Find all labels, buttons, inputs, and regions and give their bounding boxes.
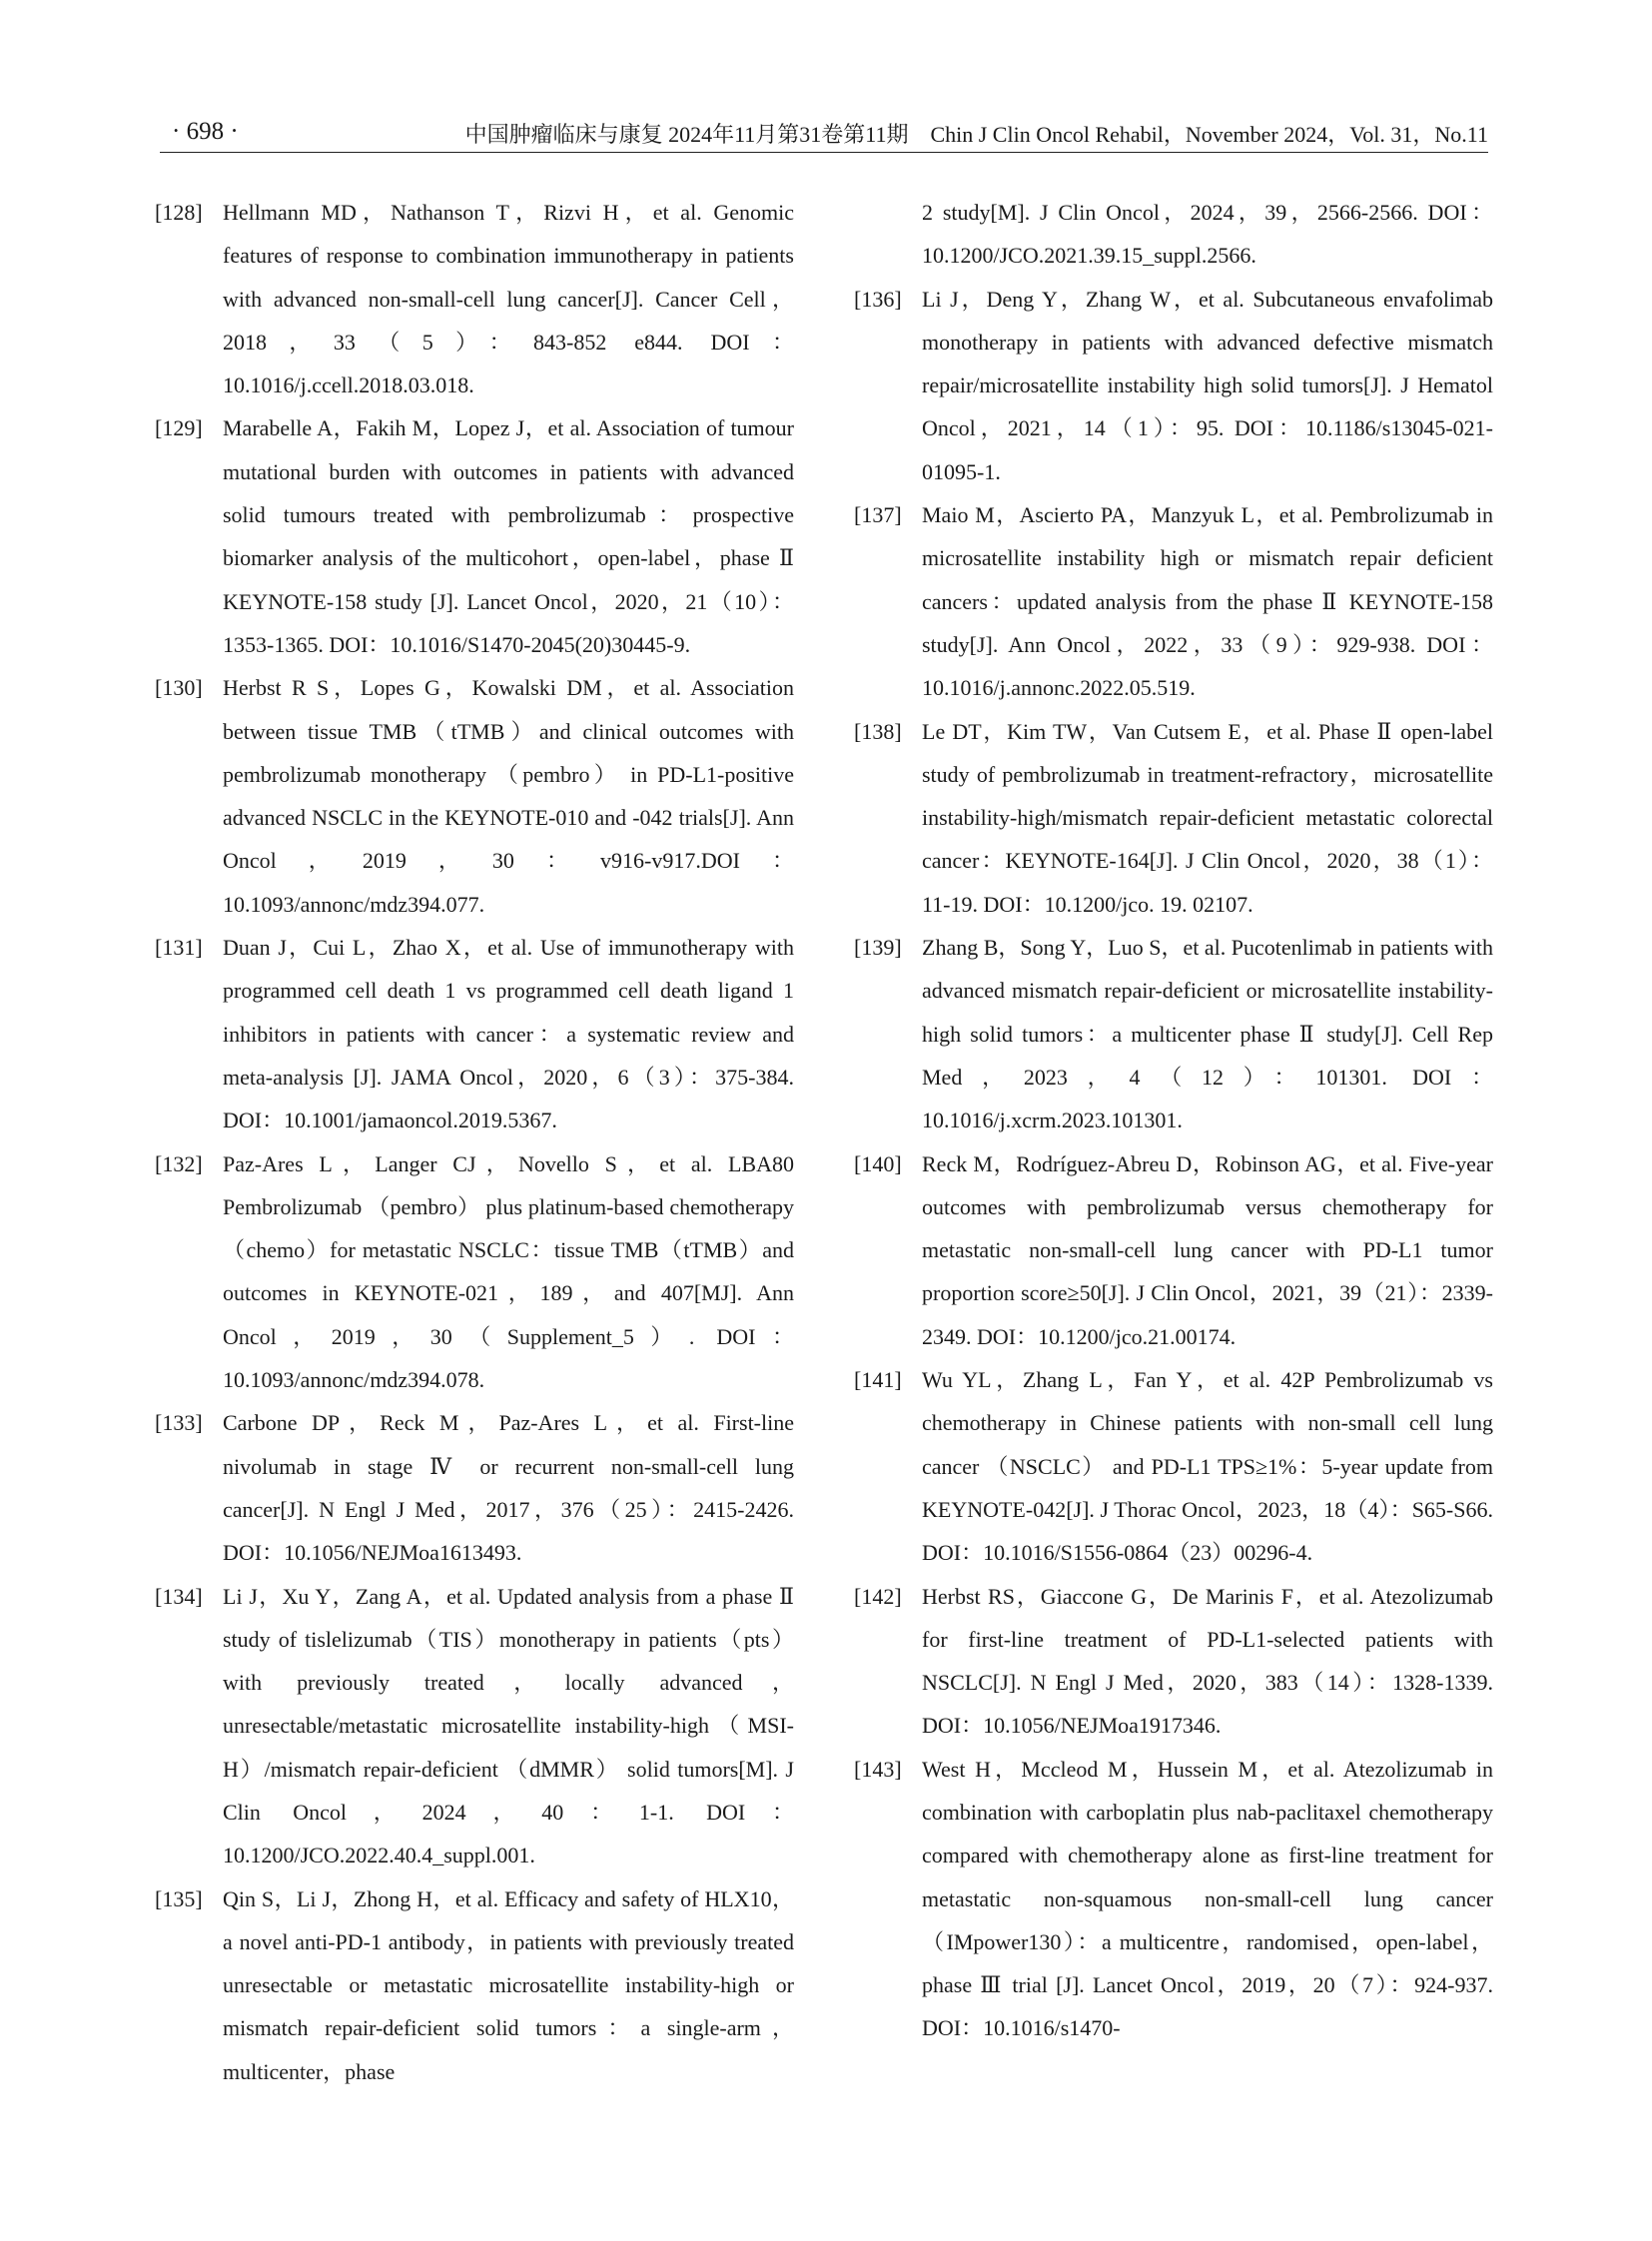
reference-item [155,1401,794,1574]
reference-text: Duan J，Cui L，Zhao X，et al. Use of immunotherapy with programmed cell death 1 vs programmed cell death ligand 1 inhibitors in patients with cancer：a systematic review and meta-analysis [J]. JAMA Oncol，2020，6（3）：375-384. DOI：10.1001/jamaoncol.2019.5367. [223,935,794,1133]
reference-number: [142] [854,1583,902,1609]
reference-number: [139] [854,935,902,961]
reference-item [155,191,794,406]
reference-number: [129] [155,415,203,441]
page-header [160,112,1488,153]
reference-number: [143] [854,1756,902,1782]
page-number: · 698 · [172,118,239,145]
reference-number: [136] [854,286,902,312]
reference-item [854,1358,1493,1574]
reference-text: Carbone DP，Reck M，Paz-Ares L，et al. First-line nivolumab in stage Ⅳ or recurrent non-small-cell lung cancer[J]. N Engl J Med，2017，376（25）：2415-2426. DOI：10.1056/NEJMoa1613493. [223,1410,794,1566]
reference-text: Le DT，Kim TW，Van Cutsem E，et al. Phase Ⅱ open-label study of pembrolizumab in treatment-refractory，microsatellite instability-high/mismatch repair-deficient metastatic colorectal cancer：KEYNOTE-164[J]. J Clin Oncol，2020，38（1）：11-19. DOI：10.1200/jco. 19. 02107. [922,718,1493,917]
reference-item [854,1142,1493,1358]
reference-number: [133] [155,1410,203,1436]
reference-item [155,1575,794,1877]
reference-text: Li J，Deng Y，Zhang W，et al. Subcutaneous envafolimab monotherapy in patients with advanced defective mismatch repair/microsatellite instability high solid tumors[J]. J Hematol Oncol，2021，14（1）：95. DOI：10.1186/s13045-021-01095-1. [922,286,1493,484]
reference-number: [132] [155,1150,203,1176]
reference-text: Wu YL，Zhang L，Fan Y，et al. 42P Pembrolizumab vs chemotherapy in Chinese patients with non-small cell lung cancer （NSCLC） and PD-L1 TPS≥1%：5-year update from KEYNOTE-042[J]. J Thorac Oncol，2023，18（4）：S65-S66. DOI：10.1016/S1556-0864（23）00296-4. [922,1367,1493,1566]
reference-text: Paz-Ares L，Langer CJ，Novello S，et al. LBA80 Pembrolizumab （pembro） plus platinum-based chemotherapy（chemo）for metastatic NSCLC：tissue TMB（tTMB）and outcomes in KEYNOTE-021，189，and 407[MJ]. Ann Oncol，2019，30（Supplement_5）. DOI：10.1093/annonc/mdz394.078. [223,1150,794,1393]
reference-number: [141] [854,1367,902,1393]
left-column [155,191,794,2093]
reference-text: Marabelle A，Fakih M，Lopez J，et al. Association of tumour mutational burden with outcomes in patients with advanced solid tumours treated with pembrolizumab：prospective biomarker analysis of the multicohort，open-label，phase Ⅱ KEYNOTE-158 study [J]. Lancet Oncol，2020，21（10）：1353-1365. DOI：10.1016/S1470-2045(20)30445-9. [223,415,794,657]
reference-number: [131] [155,935,203,961]
reference-number: [135] [155,1885,203,1911]
reference-number: [130] [155,675,203,701]
reference-number: [140] [854,1150,902,1176]
reference-number: [128] [155,200,203,225]
reference-item [854,926,1493,1141]
reference-item [854,1748,1493,2050]
reference-text: Zhang B，Song Y，Luo S，et al. Pucotenlimab in patients with advanced mismatch repair-deficient or microsatellite instability-high solid tumors：a multicenter phase Ⅱ study[J]. Cell Rep Med，2023，4（12）：101301. DOI：10.1016/j.xcrm.2023.101301. [922,935,1493,1133]
reference-text: Qin S，Li J，Zhong H，et al. Efficacy and safety of HLX10，a novel anti-PD-1 antibody，in patients with previously treated unresectable or metastatic microsatellite instability-high or mismatch repair-deficient solid tumors：a single-arm，multicenter，phase [223,1885,794,2084]
reference-text: Herbst RS，Giaccone G，De Marinis F，et al. Atezolizumab for first-line treatment of PD-L1-selected patients with NSCLC[J]. N Engl J Med，2020，383（14）：1328-1339. DOI：10.1056/NEJMoa1917346. [922,1583,1493,1739]
reference-item [155,1142,794,1402]
reference-text: Reck M，Rodríguez-Abreu D，Robinson AG，et al. Five-year outcomes with pembrolizumab versus chemotherapy for metastatic non-small-cell lung cancer with PD-L1 tumor proportion score≥50[J]. J Clin Oncol，2021，39（21）：2339-2349. DOI：10.1200/jco.21.00174. [922,1150,1493,1349]
reference-item [854,278,1493,493]
reference-text: Maio M，Ascierto PA，Manzyuk L，et al. Pembrolizumab in microsatellite instability high or mismatch repair deficient cancers：updated analysis from the phase Ⅱ KEYNOTE-158 study[J]. Ann Oncol，2022，33（9）：929-938. DOI：10.1016/j.annonc.2022.05.519. [922,502,1493,701]
reference-item [155,666,794,926]
reference-text: West H，Mccleod M，Hussein M，et al. Atezolizumab in combination with carboplatin plus nab-paclitaxel chemotherapy compared with chemotherapy alone as first-line treatment for metastatic non-squamous non-small-cell lung cancer（IMpower130）：a multicentre，randomised，open-label，phase Ⅲ trial [J]. Lancet Oncol，2019，20（7）：924-937. DOI：10.1016/s1470- [922,1756,1493,2041]
reference-item [155,926,794,1141]
reference-item [155,1877,794,2093]
right-column [854,191,1493,2050]
reference-number: [138] [854,718,902,744]
reference-item [854,493,1493,709]
reference-item [854,710,1493,926]
reference-number: [137] [854,502,902,528]
reference-text: Li J，Xu Y，Zang A，et al. Updated analysis from a phase Ⅱ study of tislelizumab（TIS）monotherapy in patients（pts） with previously treated，locally advanced，unresectable/metastatic microsatellite instability-high（MSI-H）/mismatch repair-deficient （dMMR） solid tumors[M]. J Clin Oncol，2024，40：1-1. DOI：10.1200/JCO.2022.40.4_suppl.001. [223,1583,794,1868]
reference-item [155,406,794,666]
reference-number: [134] [155,1583,203,1609]
reference-item [854,1575,1493,1748]
running-head: 中国肿瘤临床与康复 2024年11月第31卷第11期 Chin J Clin Oncol Rehabil，November 2024，Vol. 31，No.11 [464,122,1488,147]
reference-text: Hellmann MD，Nathanson T，Rizvi H，et al. Genomic features of response to combination immunotherapy in patients with advanced non-small-cell lung cancer[J]. Cancer Cell，2018，33（5）：843-852 e844. DOI：10.1016/j.ccell.2018.03.018. [223,200,794,398]
reference-text: Herbst R S，Lopes G，Kowalski DM，et al. Association between tissue TMB（tTMB）and clinical outcomes with pembrolizumab monotherapy （pembro） in PD-L1-positive advanced NSCLC in the KEYNOTE-010 and -042 trials[J]. Ann Oncol，2019，30：v916-v917.DOI：10.1093/annonc/mdz394.077. [223,675,794,917]
reference-continuation: 2 study[M]. J Clin Oncol，2024，39，2566-2566. DOI：10.1200/JCO.2021.39.15_suppl.2566. [922,200,1493,269]
